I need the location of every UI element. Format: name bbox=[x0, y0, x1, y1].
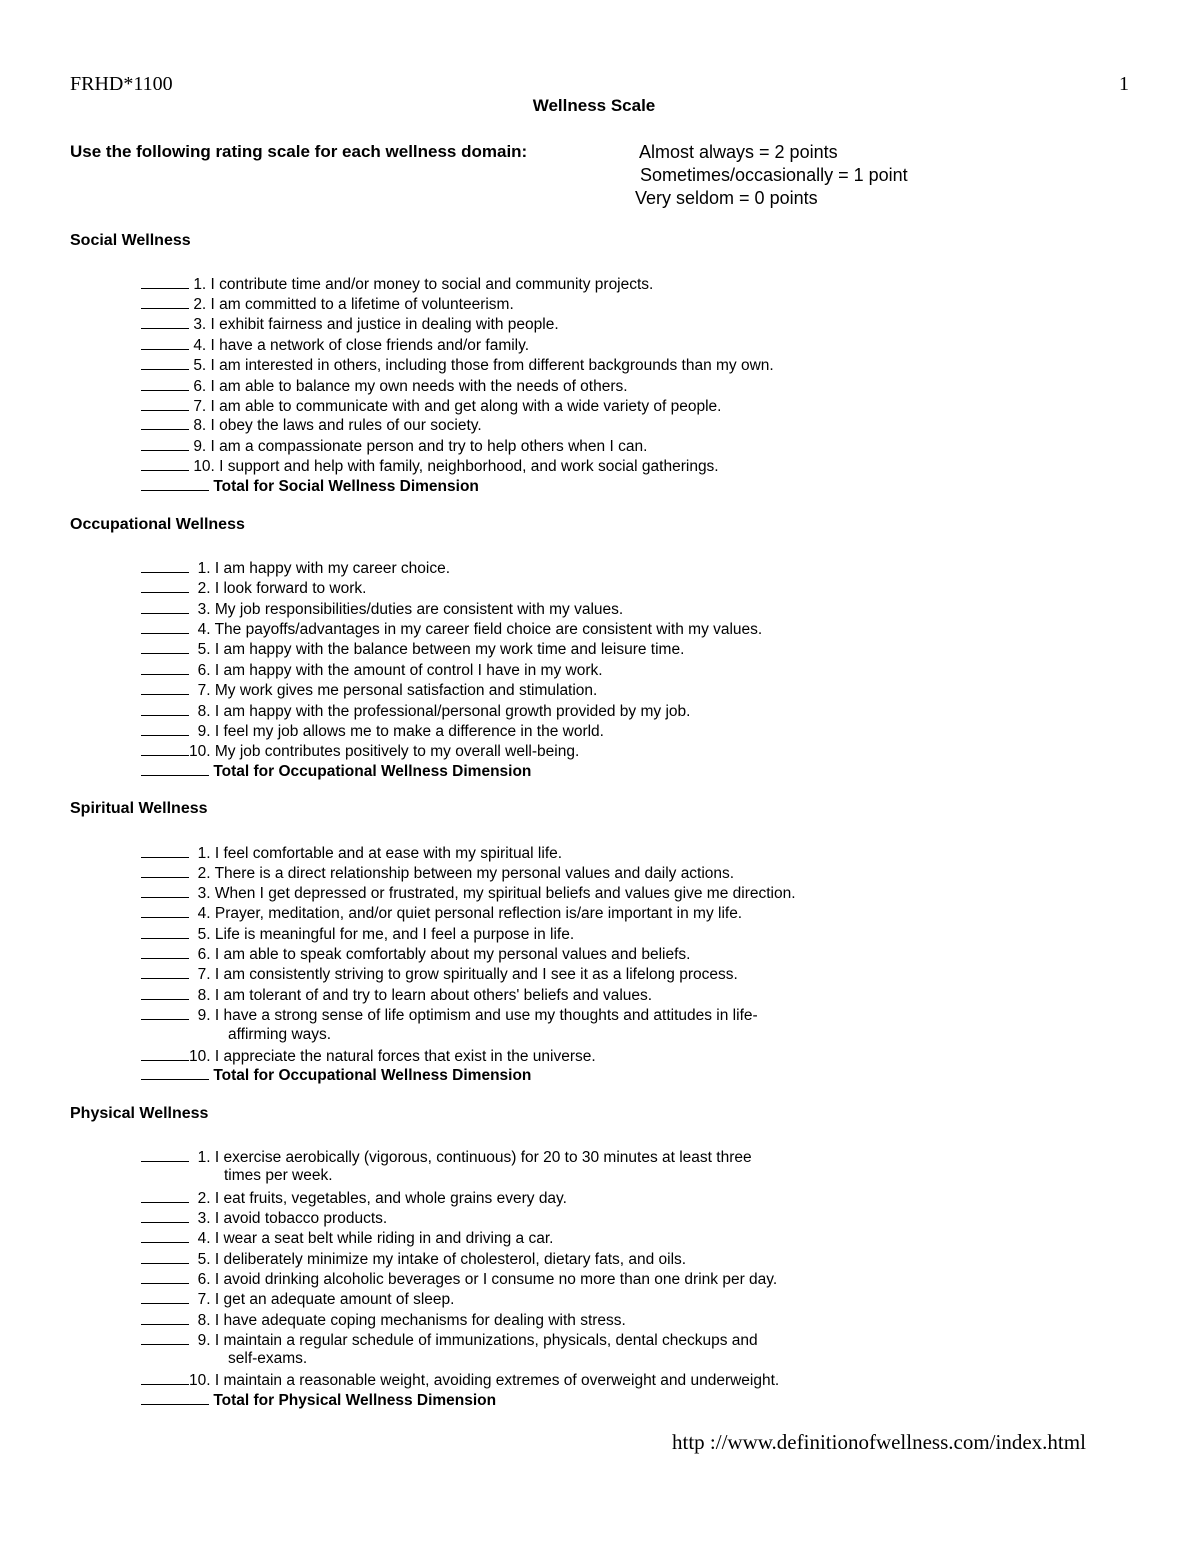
answer-blank[interactable] bbox=[141, 882, 189, 898]
answer-blank[interactable] bbox=[141, 902, 189, 918]
answer-blank[interactable] bbox=[141, 334, 189, 350]
list-item: 9. I am a compassionate person and try to help others when I can. bbox=[141, 435, 647, 457]
answer-blank[interactable] bbox=[141, 1187, 189, 1203]
list-item: 2. I eat fruits, vegetables, and whole grains every day. bbox=[141, 1187, 567, 1209]
answer-blank[interactable] bbox=[141, 354, 189, 370]
total-blank[interactable] bbox=[141, 760, 209, 776]
list-item: 8. I obey the laws and rules of our society. bbox=[141, 414, 482, 436]
answer-blank[interactable] bbox=[141, 1207, 189, 1223]
list-item: 8. I have adequate coping mechanisms for dealing with stress. bbox=[141, 1309, 626, 1331]
answer-blank[interactable] bbox=[141, 984, 189, 1000]
list-item-continuation: affirming ways. bbox=[228, 1026, 332, 1043]
list-item: 5. I am interested in others, including those from different backgrounds than my own. bbox=[141, 354, 774, 376]
list-item: 6. I am happy with the amount of control I have in my work. bbox=[141, 659, 603, 681]
total-line-social: Total for Social Wellness Dimension bbox=[141, 475, 479, 497]
answer-blank[interactable] bbox=[141, 313, 189, 329]
answer-blank[interactable] bbox=[141, 414, 189, 430]
total-line-occupational: Total for Occupational Wellness Dimension bbox=[141, 760, 531, 782]
list-item: 4. I have a network of close friends and/or family. bbox=[141, 334, 529, 356]
list-item: 10. I support and help with family, neighborhood, and work social gatherings. bbox=[141, 455, 719, 477]
list-item: 6. I avoid drinking alcoholic beverages or I consume no more than one drink per day. bbox=[141, 1268, 777, 1290]
answer-blank[interactable] bbox=[141, 679, 189, 695]
answer-blank[interactable] bbox=[141, 1004, 189, 1020]
answer-blank[interactable] bbox=[141, 1248, 189, 1264]
answer-blank[interactable] bbox=[141, 700, 189, 716]
answer-blank[interactable] bbox=[141, 1369, 189, 1385]
answer-blank[interactable] bbox=[141, 1288, 189, 1304]
answer-blank[interactable] bbox=[141, 1045, 189, 1061]
answer-blank[interactable] bbox=[141, 435, 189, 451]
list-item: 9. I feel my job allows me to make a difference in the world. bbox=[141, 720, 604, 742]
answer-blank[interactable] bbox=[141, 557, 189, 573]
answer-blank[interactable] bbox=[141, 395, 189, 411]
list-item: 7. I get an adequate amount of sleep. bbox=[141, 1288, 454, 1310]
total-line-spiritual: Total for Occupational Wellness Dimension bbox=[141, 1064, 531, 1086]
answer-blank[interactable] bbox=[141, 963, 189, 979]
list-item: 4. I wear a seat belt while riding in and driving a car. bbox=[141, 1227, 553, 1249]
answer-blank[interactable] bbox=[141, 618, 189, 634]
course-code: FRHD*1100 bbox=[70, 73, 173, 95]
answer-blank[interactable] bbox=[141, 1329, 189, 1345]
list-item: 6. I am able to balance my own needs with the needs of others. bbox=[141, 375, 628, 397]
list-item: 7. My work gives me personal satisfaction and stimulation. bbox=[141, 679, 597, 701]
list-item: 9. I have a strong sense of life optimism and use my thoughts and attitudes in life- bbox=[141, 1004, 758, 1026]
total-blank[interactable] bbox=[141, 1064, 209, 1080]
answer-blank[interactable] bbox=[141, 1146, 189, 1162]
list-item: 7. I am consistently striving to grow spiritually and I see it as a lifelong process. bbox=[141, 963, 738, 985]
scale-almost-always: Almost always = 2 points bbox=[639, 142, 838, 162]
answer-blank[interactable] bbox=[141, 577, 189, 593]
answer-blank[interactable] bbox=[141, 598, 189, 614]
answer-blank[interactable] bbox=[141, 720, 189, 736]
list-item: 10. My job contributes positively to my overall well-being. bbox=[141, 740, 579, 762]
list-item: 4. Prayer, meditation, and/or quiet personal reflection is/are important in my life. bbox=[141, 902, 742, 924]
list-item: 5. I am happy with the balance between my work time and leisure time. bbox=[141, 638, 684, 660]
document-title: Wellness Scale bbox=[532, 96, 656, 115]
list-item: 4. The payoffs/advantages in my career field choice are consistent with my values. bbox=[141, 618, 762, 640]
list-item: 5. I deliberately minimize my intake of cholesterol, dietary fats, and oils. bbox=[141, 1248, 686, 1270]
list-item: 7. I am able to communicate with and get along with a wide variety of people. bbox=[141, 395, 721, 417]
list-item: 3. My job responsibilities/duties are consistent with my values. bbox=[141, 598, 623, 620]
answer-blank[interactable] bbox=[141, 273, 189, 289]
section-title-occupational: Occupational Wellness bbox=[70, 516, 245, 533]
answer-blank[interactable] bbox=[141, 862, 189, 878]
section-title-spiritual: Spiritual Wellness bbox=[70, 800, 208, 817]
answer-blank[interactable] bbox=[141, 375, 189, 391]
answer-blank[interactable] bbox=[141, 842, 189, 858]
answer-blank[interactable] bbox=[141, 293, 189, 309]
list-item: 3. I exhibit fairness and justice in dealing with people. bbox=[141, 313, 559, 335]
answer-blank[interactable] bbox=[141, 1227, 189, 1243]
answer-blank[interactable] bbox=[141, 1309, 189, 1325]
list-item: 8. I am tolerant of and try to learn about others' beliefs and values. bbox=[141, 984, 652, 1006]
section-title-physical: Physical Wellness bbox=[70, 1105, 209, 1122]
source-url: http ://www.definitionofwellness.com/index.html bbox=[672, 1430, 1086, 1454]
list-item: 8. I am happy with the professional/personal growth provided by my job. bbox=[141, 700, 690, 722]
answer-blank[interactable] bbox=[141, 659, 189, 675]
total-blank[interactable] bbox=[141, 475, 209, 491]
answer-blank[interactable] bbox=[141, 923, 189, 939]
list-item: 9. I maintain a regular schedule of immunizations, physicals, dental checkups and bbox=[141, 1329, 758, 1351]
section-title-social: Social Wellness bbox=[70, 232, 191, 249]
scale-sometimes: Sometimes/occasionally = 1 point bbox=[640, 165, 908, 185]
list-item: 1. I feel comfortable and at ease with my spiritual life. bbox=[141, 842, 562, 864]
answer-blank[interactable] bbox=[141, 740, 189, 756]
list-item: 6. I am able to speak comfortably about my personal values and beliefs. bbox=[141, 943, 690, 965]
page-number: 1 bbox=[1119, 73, 1129, 95]
list-item: 10. I maintain a reasonable weight, avoiding extremes of overweight and underweight. bbox=[141, 1369, 779, 1391]
list-item: 5. Life is meaningful for me, and I feel a purpose in life. bbox=[141, 923, 574, 945]
list-item: 1. I contribute time and/or money to social and community projects. bbox=[141, 273, 653, 295]
instructions-text: Use the following rating scale for each wellness domain: bbox=[70, 142, 528, 161]
list-item: 2. I look forward to work. bbox=[141, 577, 366, 599]
list-item: 3. I avoid tobacco products. bbox=[141, 1207, 387, 1229]
answer-blank[interactable] bbox=[141, 455, 189, 471]
list-item: 10. I appreciate the natural forces that exist in the universe. bbox=[141, 1045, 596, 1067]
answer-blank[interactable] bbox=[141, 943, 189, 959]
total-line-physical: Total for Physical Wellness Dimension bbox=[141, 1389, 496, 1411]
answer-blank[interactable] bbox=[141, 1268, 189, 1284]
list-item-continuation: self-exams. bbox=[228, 1350, 308, 1367]
list-item: 2. I am committed to a lifetime of volunteerism. bbox=[141, 293, 514, 315]
list-item: 2. There is a direct relationship between my personal values and daily actions. bbox=[141, 862, 734, 884]
scale-very-seldom: Very seldom = 0 points bbox=[635, 188, 818, 208]
list-item: 1. I am happy with my career choice. bbox=[141, 557, 450, 579]
total-blank[interactable] bbox=[141, 1389, 209, 1405]
answer-blank[interactable] bbox=[141, 638, 189, 654]
list-item-continuation: times per week. bbox=[224, 1167, 333, 1184]
list-item: 3. When I get depressed or frustrated, my spiritual beliefs and values give me direction. bbox=[141, 882, 796, 904]
list-item: 1. I exercise aerobically (vigorous, continuous) for 20 to 30 minutes at least three bbox=[141, 1146, 752, 1168]
